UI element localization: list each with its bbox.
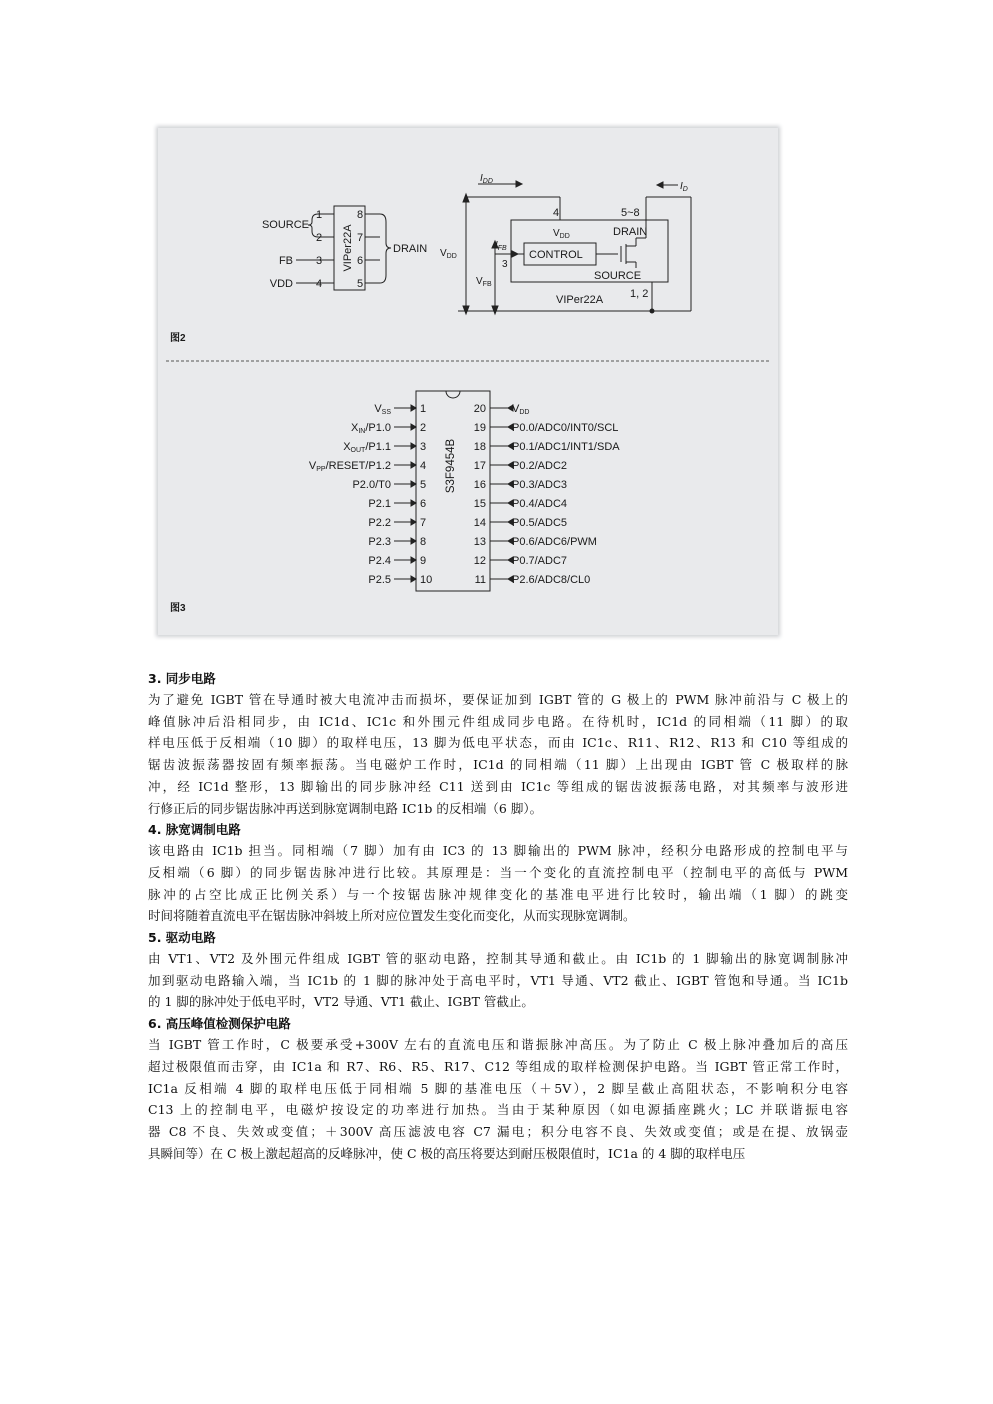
fig3-left-pin-label: P2.2	[368, 517, 391, 529]
fig3-pin-arrow	[411, 462, 416, 468]
fig3-right-pin-label: P0.1/ADC1/INT1/SDA	[512, 441, 620, 453]
paragraph-line: C13 上的控制电平，电磁炉按设定的功率进行加热。当由于某种原因（如电源插座跳火；LC 并联谐振电容	[148, 1102, 848, 1118]
fig3-left-pin-label: P2.3	[368, 536, 391, 548]
fig3-right-pin-number: 16	[473, 479, 486, 491]
fig3-pin-arrow	[411, 481, 416, 487]
fig2-vdd-block-label: $V_{DD}$	[440, 248, 457, 260]
fig2-control-label: CONTROL	[529, 249, 583, 261]
fig2-block-pin58: 5~8	[621, 207, 640, 219]
fig2-block-pin4: 4	[553, 207, 560, 219]
schematic-figures	[158, 128, 778, 635]
fig2-pin3: 3	[316, 255, 323, 267]
fig3-pin-arrow	[411, 519, 416, 525]
article-body	[148, 668, 848, 1164]
fig3-left-pin-number: 8	[420, 536, 427, 548]
fig2-inner-drain: DRAIN	[613, 226, 648, 238]
fig3-left-pin-number: 7	[420, 517, 427, 529]
fig3-left-pin-number: 6	[420, 498, 427, 510]
fig2-source-label: SOURCE	[261, 219, 309, 231]
fig3-left-pin-number: 9	[420, 555, 427, 567]
fig3-right-pin-number: 18	[473, 441, 486, 453]
paragraph-line: 锯齿波振荡器按固有频率振荡。当电磁炉工作时，IC1d 的同相端（11 脚）上出现由 IGBT 管 C 极取样的脉	[148, 757, 848, 773]
fig3-pin-arrow	[411, 538, 416, 544]
section-paragraph	[148, 689, 848, 819]
fig2-drain-label: DRAIN	[393, 243, 428, 255]
fig3-pin-arrow	[411, 500, 416, 506]
section-heading: 5. 驱动电路	[148, 930, 216, 946]
fig2-inner-vdd: $V_{DD}$	[553, 228, 570, 240]
fig3-right-pin-label: P0.4/ADC4	[512, 498, 568, 510]
fig2-pin7: 7	[357, 232, 364, 244]
fig3-right-pin-number: 15	[473, 498, 486, 510]
fig3-left-pin-number: 1	[420, 403, 427, 415]
paragraph-line: 器 C8 不良、失效或变值；＋300V 高压滤波电容 C7 漏电；积分电容不良、失效或变值；或是在提、放锅壶	[148, 1123, 848, 1139]
fig2-caption: 图2	[170, 333, 186, 344]
fig3-right-pin-label: P2.6/ADC8/CL0	[512, 574, 591, 586]
fig2-pin4: 4	[316, 278, 323, 290]
section-paragraph	[148, 840, 848, 927]
fig3-pin-arrow	[411, 576, 416, 582]
section-heading: 6. 高压峰值检测保护电路	[148, 1016, 291, 1032]
paragraph-line: 的 1 脚的脉冲处于低电平时，VT2 导通、VT1 截止、IGBT 管截止。	[148, 994, 534, 1010]
fig3-left-pin-number: 2	[420, 422, 427, 434]
paragraph-line: 行修正后的同步锯齿脉冲再送到脉宽调制电路 IC1b 的反相端（6 脚）。	[148, 800, 543, 816]
fig2-id-label: $I_D$	[680, 181, 688, 193]
fig3-right-pin-number: 14	[473, 517, 486, 529]
fig3-left-pin-label: P2.4	[368, 555, 391, 567]
fig3-left-pin-label: P2.0/T0	[352, 479, 391, 491]
fig2-pin2: 2	[316, 232, 323, 244]
fig2-pin6: 6	[357, 255, 364, 267]
fig3-right-pin-number: 11	[474, 574, 486, 586]
section-paragraph	[148, 1034, 848, 1164]
section-heading: 3. 同步电路	[148, 671, 216, 686]
fig3-right-pin-number: 19	[473, 422, 486, 434]
paragraph-line: 脉冲的占空比成正比例关系）与一个按锯齿脉冲规律变化的基准电平进行比较时，输出端（1 脚）的跳变	[148, 886, 848, 902]
fig2-block-pin3: 3	[502, 259, 508, 270]
fig2-idd-label: $I_{DD}$	[480, 173, 493, 185]
fig3-right-pin-number: 12	[473, 555, 486, 567]
fig3-left-pin-label: P2.5	[368, 574, 391, 586]
fig3-right-pin-label: P0.0/ADC0/INT0/SCL	[512, 422, 619, 434]
fig3-right-pin-label: P0.3/ADC3	[512, 479, 568, 491]
paragraph-line: 当 IGBT 管工作时，C 极要承受+300V 左右的直流电压和谐振脉冲高压。为了防止 C 极上脉冲叠加后的高压	[148, 1037, 848, 1053]
paragraph-line: 反相端（6 脚）的同步锯齿脉冲进行比较。其原理是：当一个变化的直流控制电平（控制电平的高低与 PWM	[148, 864, 848, 880]
fig3-right-pin-number: 20	[473, 403, 486, 415]
fig3-left-pin-number: 3	[420, 441, 427, 453]
fig3-right-pin-label: P0.6/ADC6/PWM	[512, 536, 597, 548]
fig2-vdd-label: VDD	[269, 278, 293, 290]
paragraph-line: 为了避免 IGBT 管在导通时被大电流冲击而损坏，要保证加到 IGBT 管的 G 极上的 PWM 脉冲前沿与 C 极上的	[148, 692, 848, 707]
fig3-left-pin-number: 5	[420, 479, 427, 491]
fig2-pin5: 5	[357, 278, 364, 290]
fig2-ic-label: VIPer22A	[342, 224, 354, 272]
fig3-left-pin-label: P2.1	[368, 498, 391, 510]
fig2-pin1: 1	[316, 209, 323, 221]
fig3-right-pin-number: 17	[473, 460, 486, 472]
section-paragraph	[148, 948, 848, 1013]
fig3-pin-arrow	[411, 424, 416, 430]
fig2-inner-source: SOURCE	[594, 270, 642, 282]
fig3-right-pin-label: VDD	[512, 403, 530, 416]
paragraph-line: 时间将随着直流电平在锯齿脉冲斜坡上所对应位置发生变化而变化，从而实现脉宽调制。	[148, 908, 636, 924]
fig2-block-name: VIPer22A	[556, 294, 604, 306]
fig3-pin-arrow	[411, 405, 416, 411]
fig3-left-pin-number: 4	[420, 460, 427, 472]
fig3-left-pin-label: VSS	[374, 403, 391, 416]
fig3-left-pin-number: 10	[420, 574, 433, 586]
fig3-pin-arrow	[411, 557, 416, 563]
fig3-right-pin-label: P0.2/ADC2	[512, 460, 568, 472]
paragraph-line: 具瞬间等）在 C 极上激起超高的反峰脉冲，使 C 极的高压将要达到耐压极限值时，IC1a 的 4 脚的取样电压	[148, 1145, 746, 1161]
paragraph-line: 冲，经 IC1d 整形，13 脚输出的同步脉冲经 C11 送到由 IC1c 等组成的锯齿波振荡电路，对其频率与波形进	[148, 778, 848, 794]
fig3-left-pin-label: XOUT/P1.1	[343, 441, 391, 454]
fig2-vfb-label: $V_{FB}$	[476, 276, 492, 288]
fig2-pin8: 8	[357, 209, 364, 221]
fig3-pin-arrow	[411, 443, 416, 449]
fig3-left-pin-label: VPP/RESET/P1.2	[308, 460, 391, 473]
fig3-right-pin-label: P0.7/ADC7	[512, 555, 568, 567]
fig2-junction-dot	[650, 309, 655, 314]
fig3-caption: 图3	[170, 603, 186, 614]
figure-panel	[158, 128, 778, 635]
paragraph-line: IC1a 反相端 4 脚的取样电压低于同相端 5 脚的基准电压（＋5V），2 脚呈截止高阻状态，不影响积分电容	[148, 1080, 848, 1096]
paragraph-line: 超过极限值而击穿，由 IC1a 和 R7、R6、R5、R17、C12 等组成的取样检测保护电路。当 IGBT 管正常工作时，	[148, 1058, 848, 1074]
paragraph-line: 该电路由 IC1b 担当。同相端（7 脚）加有由 IC3 的 13 脚输出的 PWM 脉冲，经积分电路形成的控制电平与	[148, 843, 848, 859]
fig3-notch	[446, 391, 460, 398]
fig2-fb-label: FB	[278, 255, 293, 267]
fig3-right-pin-label: P0.5/ADC5	[512, 517, 568, 529]
paragraph-line: 加到驱动电路输入端，当 IC1b 的 1 脚的脉冲处于高电平时，VT1 导通、VT2 截止、IGBT 管饱和导通。当 IC1b	[148, 972, 848, 988]
paragraph-line: 样电压低于反相端（10 脚）的取样电压，13 脚为低电平状态，而由 IC1c、R11、R12、R13 和 C10 等组成的	[148, 735, 848, 751]
paragraph-line: 峰值脉冲后沿相同步，由 IC1d、IC1c 和外围元件组成同步电路。在待机时，IC1d 的同相端（11 脚）的取	[148, 713, 848, 729]
fig2-ifb-label: $I_{FB}$	[495, 240, 507, 252]
paragraph-line: 由 VT1、VT2 及外围元件组成 IGBT 管的驱动电路，控制其导通和截止。由 IC1b 的 1 脚输出的脉宽调制脉冲	[148, 951, 848, 967]
fig3-right-pin-number: 13	[473, 536, 486, 548]
fig2-block-pin12: 1, 2	[630, 288, 649, 300]
section-heading: 4. 脉宽调制电路	[148, 822, 241, 838]
fig3-left-pin-label: XIN/P1.0	[350, 422, 391, 435]
fig3-ic-label: S3F9454B	[445, 438, 457, 494]
